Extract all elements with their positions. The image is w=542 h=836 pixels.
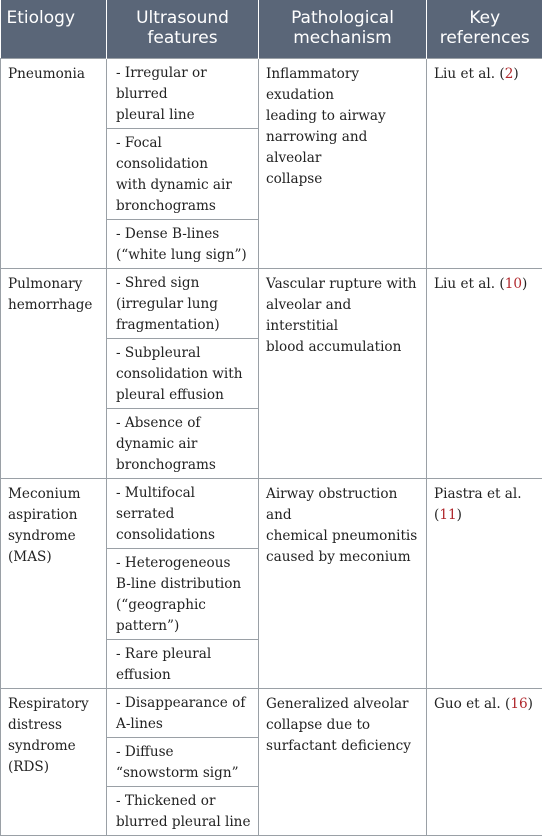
reference-link[interactable]: 16 [510,696,527,712]
feature-cell: - Thickened or blurred pleural line [107,786,259,835]
table-row [1,268,542,338]
etiology-cell: Pneumonia [1,58,107,268]
table-row [1,58,542,128]
mechanism-cell: Vascular rupture with alveolar and interstitial blood accumulation [259,268,427,478]
header-pathological-mechanism: Pathological mechanism [259,0,427,58]
reference-link[interactable]: 11 [439,507,456,523]
reference-cell: Guo et al. (16) [427,688,542,835]
feature-cell: - Shred sign (irregular lung fragmentation) [107,268,259,338]
reference-cell: Liu et al. (10) [427,268,542,478]
reference-link[interactable]: 10 [505,276,522,292]
feature-cell: - Dense B-lines (“white lung sign”) [107,219,259,268]
header-key-references: Key references [427,0,542,58]
header-etiology: Etiology [1,0,107,58]
reference-link[interactable]: 2 [505,66,514,82]
feature-cell: - Rare pleural effusion [107,639,259,688]
mechanism-cell: Generalized alveolar collapse due to surfactant deficiency [259,688,427,835]
etiology-cell: Pulmonary hemorrhage [1,268,107,478]
mechanism-cell: Inflammatory exudation leading to airway narrowing and alveolar collapse [259,58,427,268]
feature-cell: - Diffuse “snowstorm sign” [107,737,259,786]
feature-cell: - Multifocal serrated consolidations [107,478,259,548]
reference-cell: Piastra et al. (11) [427,478,542,688]
feature-cell: - Disappearance of A-lines [107,688,259,737]
etiology-cell: Respiratory distress syndrome (RDS) [1,688,107,835]
feature-cell: - Absence of dynamic air bronchograms [107,408,259,478]
header-ultrasound-features: Ultrasound features [107,0,259,58]
feature-cell: - Irregular or blurred pleural line [107,58,259,128]
reference-cell: Liu et al. (2) [427,58,542,268]
table-row [1,688,542,737]
mechanism-cell: Airway obstruction and chemical pneumonitis caused by meconium [259,478,427,688]
feature-cell: - Heterogeneous B-line distribution (“geographic pattern”) [107,548,259,639]
feature-cell: - Focal consolidation with dynamic air bronchograms [107,128,259,219]
header-row [1,0,542,58]
feature-cell: - Subpleural consolidation with pleural effusion [107,338,259,408]
etiology-cell: Meconium aspiration syndrome (MAS) [1,478,107,688]
table-row [1,478,542,548]
